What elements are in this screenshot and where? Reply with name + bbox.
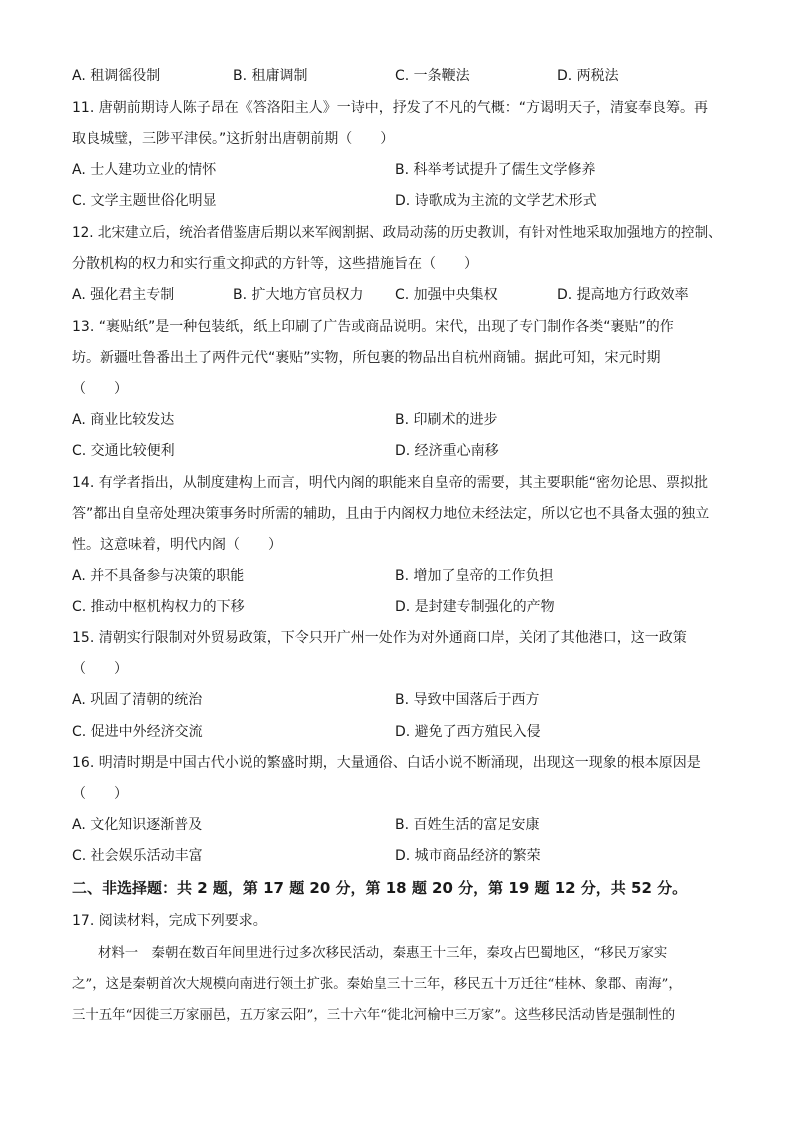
q15-option-b[interactable]: B. 导致中国落后于西方 [395,692,540,708]
q13-option-a[interactable]: A. 商业比较发达 [72,412,175,428]
q11-option-c[interactable]: C. 文学主题世俗化明显 [72,193,217,209]
q11-option-d[interactable]: D. 诗歌成为主流的文学艺术形式 [395,193,597,209]
q17-material-line3: 三十五年“因徙三万家丽邑，五万家云阳”，三十六年“徙北河榆中三万家”。这些移民活动皆是强制性的 [72,1008,676,1023]
q14-stem-line2: 答”都出自皇帝处理决策事务时所需的辅助，且由于内阁权力地位未经法定，所以它也不具备太强的独立 [72,506,710,522]
q16-stem-line2: （ ） [72,786,128,802]
q12-option-d[interactable]: D. 提高地方行政效率 [557,287,689,303]
q12-option-b[interactable]: B. 扩大地方官员权力 [233,287,364,303]
q15-option-a[interactable]: A. 巩固了清朝的统治 [72,692,203,708]
q15-option-c[interactable]: C. 促进中外经济交流 [72,724,203,740]
q12-option-c[interactable]: C. 加强中央集权 [395,287,498,303]
q17-stem: 17. 阅读材料，完成下列要求。 [72,913,267,929]
q12-stem-line2: 分散机构的权力和实行重文抑武的方针等，这些措施旨在（ ） [72,256,478,272]
q13-stem-line3: （ ） [72,381,128,397]
q14-option-c[interactable]: C. 推动中枢机构权力的下移 [72,599,245,615]
q10-option-c[interactable]: C. 一条鞭法 [395,68,470,84]
q11-option-b[interactable]: B. 科举考试提升了儒生文学修养 [395,162,596,178]
q14-option-a[interactable]: A. 并不具备参与决策的职能 [72,568,245,584]
q15-option-d[interactable]: D. 避免了西方殖民入侵 [395,724,541,740]
q11-stem-line2: 取良城璧，三陟平津侯。”这折射出唐朝前期（ ） [72,131,395,147]
q17-material-line1: 材料一 秦朝在数百年间里进行过多次移民活动，秦惠王十三年，秦攻占巴蜀地区，“移民万家实 [98,946,668,961]
q13-option-c[interactable]: C. 交通比较便利 [72,443,175,459]
q16-option-b[interactable]: B. 百姓生活的富足安康 [395,817,540,833]
q16-option-c[interactable]: C. 社会娱乐活动丰富 [72,848,203,864]
q10-option-a[interactable]: A. 租调徭役制 [72,68,161,84]
q14-option-b[interactable]: B. 增加了皇帝的工作负担 [395,568,554,584]
q13-option-d[interactable]: D. 经济重心南移 [395,443,499,459]
q16-option-d[interactable]: D. 城市商品经济的繁荣 [395,848,541,864]
q16-stem-line1: 16. 明清时期是中国古代小说的繁盛时期，大量通俗、白话小说不断涌现，出现这一现象的根本原因是 [72,755,701,771]
q15-stem-line1: 15. 清朝实行限制对外贸易政策，下令只开广州一处作为对外通商口岸，关闭了其他港口，这一政策 [72,630,687,646]
q12-stem-line1: 12. 北宋建立后，统治者借鉴唐后期以来军阀割据、政局动荡的历史教训，有针对性地采取加强地方的控制、 [72,225,722,241]
q13-stem-line1: 13. “裹贴纸”是一种包装纸，纸上印刷了广告或商品说明。宋代，出现了专门制作各类“裹贴”的作 [72,319,674,335]
q14-stem-line1: 14. 有学者指出，从制度建构上而言，明代内阁的职能来自皇帝的需要，其主要职能“密勿论思、票拟批 [72,475,708,491]
q15-stem-line2: （ ） [72,661,128,677]
q11-stem-line1: 11. 唐朝前期诗人陈子昂在《答洛阳主人》一诗中，抒发了不凡的气概：“方谒明天子，清宴奉良筹。再 [72,100,708,116]
q17-material-line2: 之”，这是秦朝首次大规模向南进行领土扩张。秦始皇三十三年，移民五十万迁往“桂林、象郡、南海”， [72,977,682,992]
section-heading-nonchoice: 二、非选择题：共 2 题，第 17 题 20 分，第 18 题 20 分，第 19 题 12 分，共 52 分。 [72,879,688,897]
q11-option-a[interactable]: A. 士人建功立业的情怀 [72,162,217,178]
q13-option-b[interactable]: B. 印刷术的进步 [395,412,498,428]
q16-option-a[interactable]: A. 文化知识逐渐普及 [72,817,203,833]
q14-stem-line3: 性。这意味着，明代内阁（ ） [72,537,282,553]
q10-option-b[interactable]: B. 租庸调制 [233,68,308,84]
q14-option-d[interactable]: D. 是封建专制强化的产物 [395,599,555,615]
q10-option-d[interactable]: D. 两税法 [557,68,619,84]
q12-option-a[interactable]: A. 强化君主专制 [72,287,175,303]
q13-stem-line2: 坊。新疆吐鲁番出土了两件元代“裹贴”实物，所包裹的物品出自杭州商铺。据此可知，宋元时期 [72,350,661,366]
